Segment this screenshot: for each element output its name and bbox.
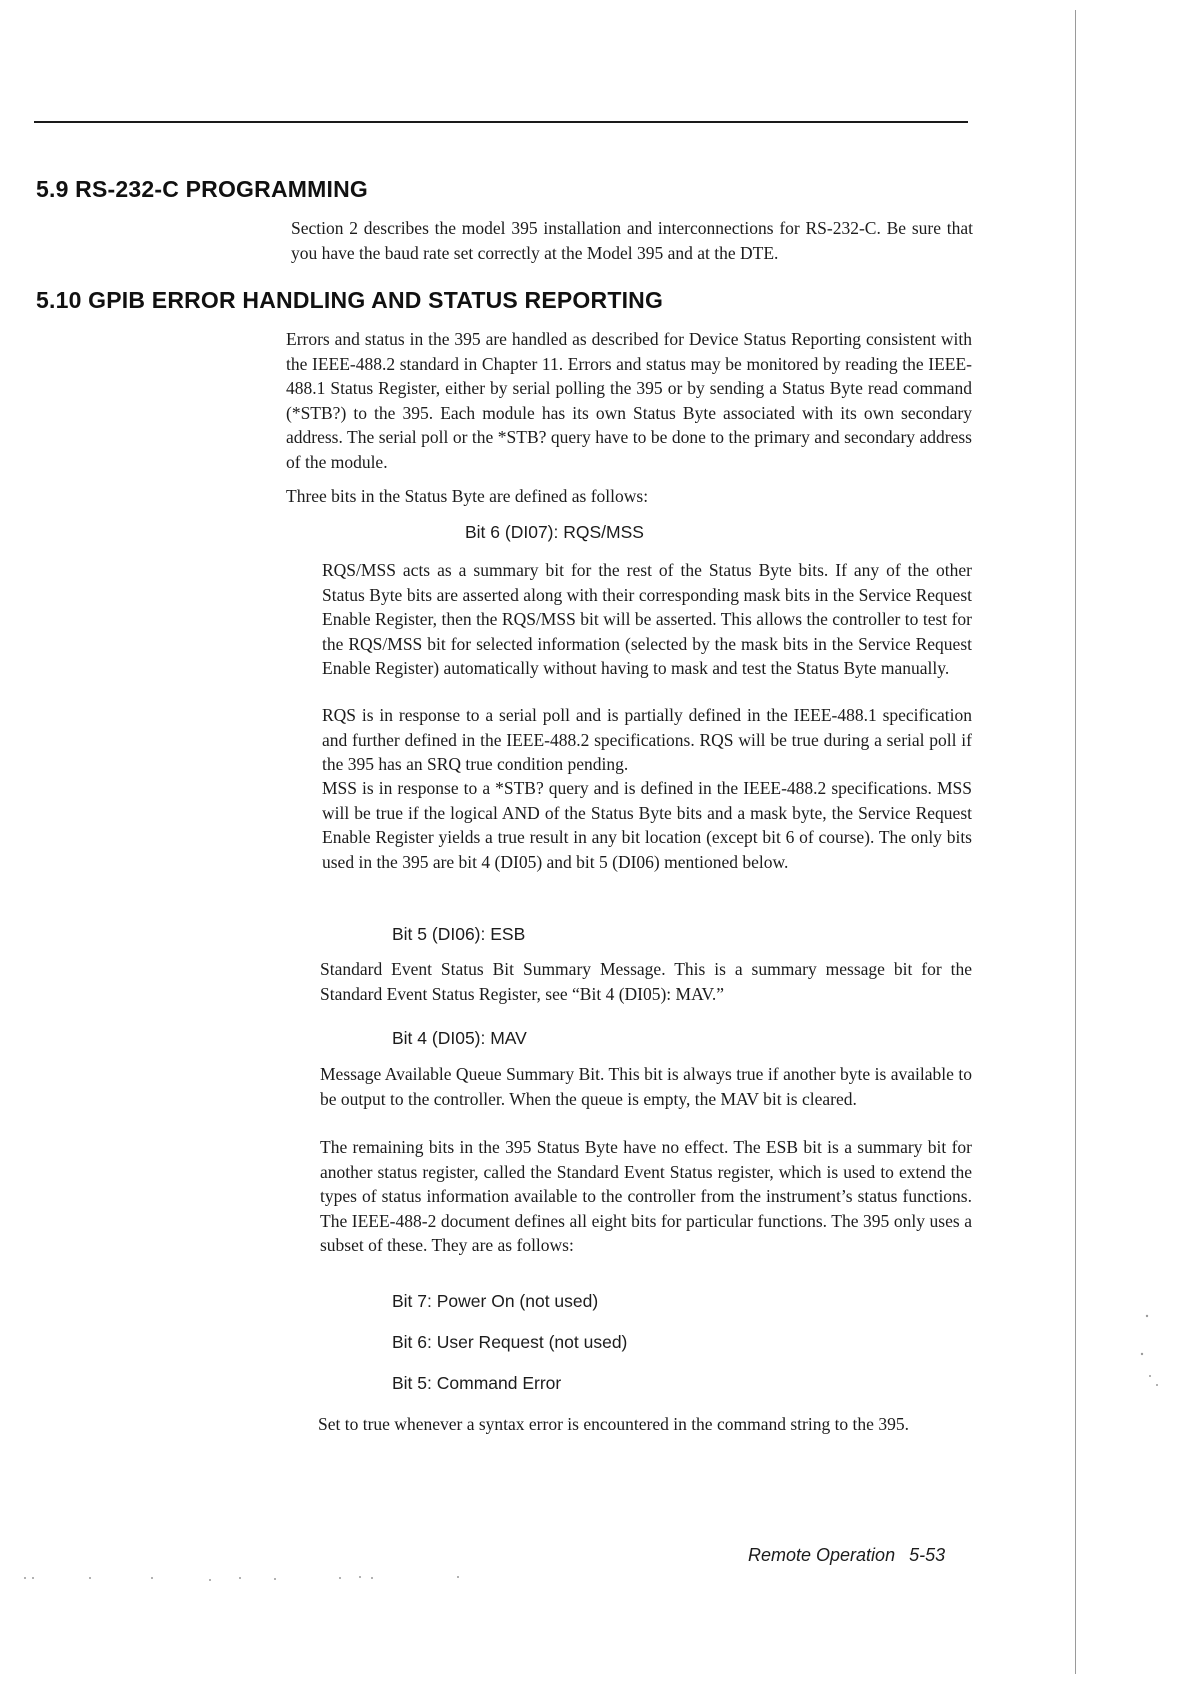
bit6-paragraph-1: RQS/MSS acts as a summary bit for the rest of the Status Byte bits. If any of the other Status Byte bits are asserted along with their corresponding mask bits in the Service Request Enable Register, then the RQS/MSS bit will be asserted. This allows the controller to test for the RQS/MSS bit for selected information (selected by the mask bits in the Service Request Enable Register) automatically without having to mask and test the Status Byte manually. <box>322 560 972 678</box>
bit4-paragraph-2: The remaining bits in the 395 Status Byte have no effect. The ESB bit is a summary bit for another status register, called the Standard Event Status register, which is used to extend the types of status information available to the controller from the instrument’s status functions. The IEEE-488-2 document defines all eight bits for particular functions. The 395 only uses a subset of these. They are as follows: <box>320 1137 972 1255</box>
footer-section-title: Remote Operation <box>748 1545 896 1565</box>
sesr-bit-6: Bit 6: User Request (not used) <box>392 1332 628 1352</box>
bit4-heading: Bit 4 (DI05): MAV <box>392 1028 527 1048</box>
section-5-9-paragraph: Section 2 describes the model 395 installation and interconnections for RS-232-C. Be sure that you have the baud rate set correctly at the Model 395 and at the DTE. <box>291 218 973 263</box>
bit5-paragraph: Standard Event Status Bit Summary Message. This is a summary message bit for the Standard Event Status Register, see “Bit 4 (DI05): MAV.” <box>320 959 972 1004</box>
bit6-paragraph-2: RQS is in response to a serial poll and is partially defined in the IEEE-488.1 specification and further defined in the IEEE-488.2 specifications. RQS will be true during a serial poll if the 395 has an SRQ true condition pending. <box>322 705 972 774</box>
three-bits-intro: Three bits in the Status Byte are defined as follows: <box>286 486 649 506</box>
bit5-heading: Bit 5 (DI06): ESB <box>392 924 526 944</box>
bit4-paragraph-1: Message Available Queue Summary Bit. This bit is always true if another byte is available to be output to the controller. When the queue is empty, the MAV bit is cleared. <box>320 1064 972 1109</box>
command-error-paragraph: Set to true whenever a syntax error is encountered in the command string to the 395. <box>318 1414 909 1434</box>
bit6-paragraph-3: MSS is in response to a *STB? query and is defined in the IEEE-488.2 specifications. MSS will be true if the logical AND of the Status Byte bits and a mask byte, the Service Request Enable Register yields a true result in any bit location (except bit 6 of course). The only bits used in the 395 are bit 4 (DI05) and bit 5 (DI06) mentioned below. <box>322 778 972 872</box>
footer-page-number: 5-53 <box>909 1545 946 1565</box>
bit6-heading: Bit 6 (DI07): RQS/MSS <box>465 522 644 542</box>
sesr-bit-5: Bit 5: Command Error <box>392 1373 562 1393</box>
section-5-10-intro: Errors and status in the 395 are handled as described for Device Status Reporting consistent with the IEEE-488.2 standard in Chapter 11. Errors and status may be monitored by reading the IEEE-488.1 Status Register, either by serial polling the 395 or by sending a Status Byte read command (*STB?) to the 395. Each module has its own Status Byte associated with its own secondary address. The serial poll or the *STB? query have to be done to the primary and secondary address of the module. <box>286 329 972 472</box>
section-heading-5-10: 5.10 GPIB ERROR HANDLING AND STATUS REPORTING <box>36 287 664 313</box>
section-heading-5-9: 5.9 RS-232-C PROGRAMMING <box>36 176 368 202</box>
sesr-bit-7: Bit 7: Power On (not used) <box>392 1291 599 1311</box>
